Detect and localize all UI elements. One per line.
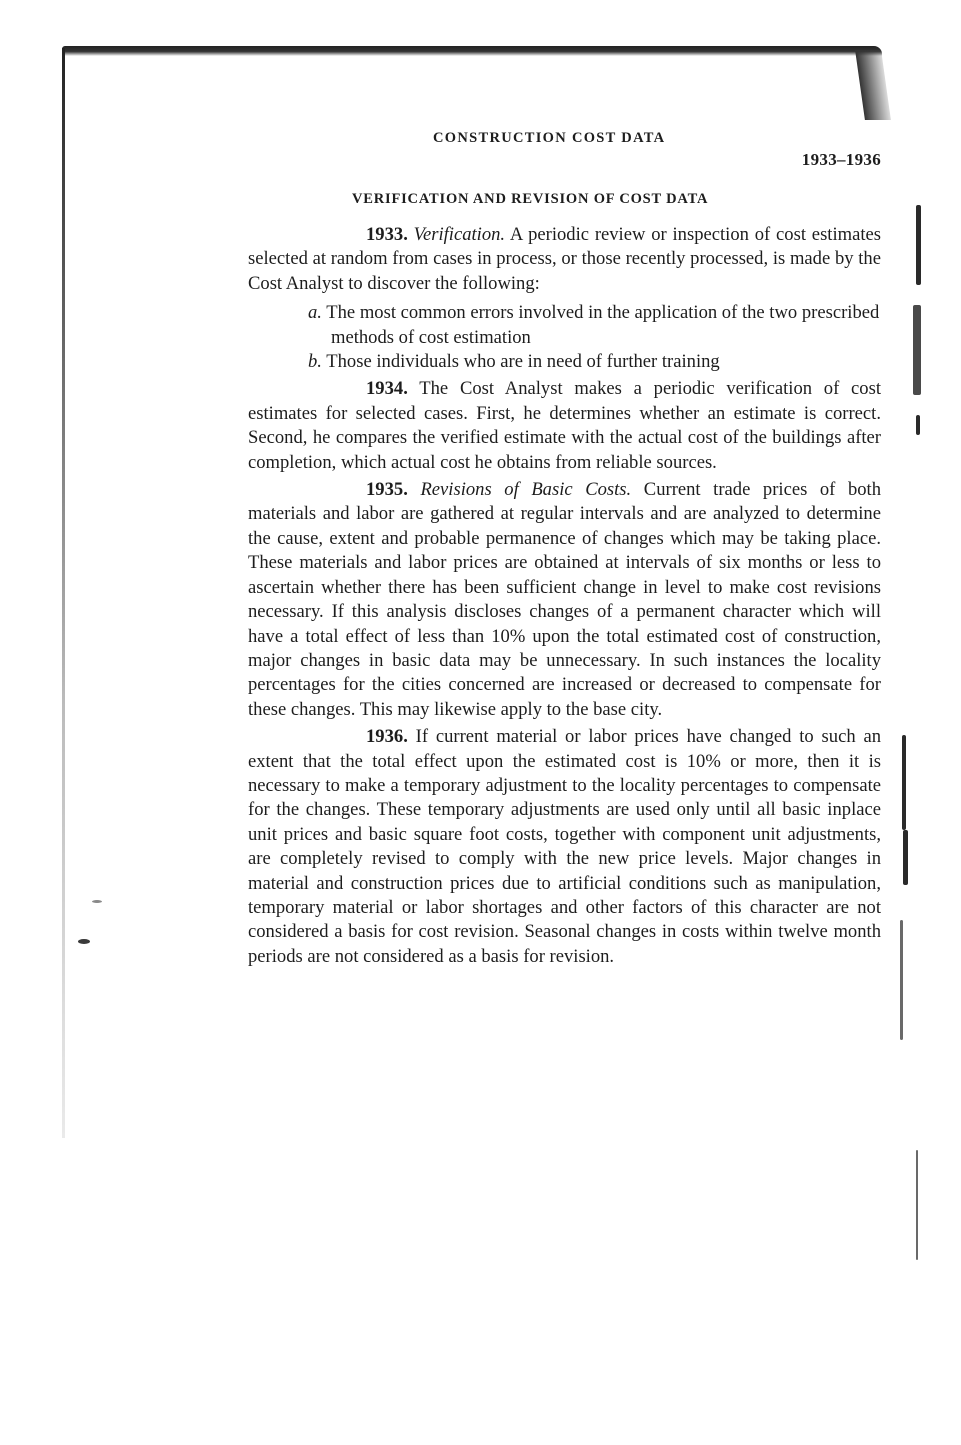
paragraph-text: The Cost Analyst makes a periodic verification of cost estimates for selected cases. First, he determines whether an estimate is correct. Second, he compares the verified estimate with the actual cost of the buildings after completion, which actual cost he obtains from reliable sources. (248, 378, 882, 473)
scan-margin-mark (902, 735, 906, 830)
scan-top-edge (62, 46, 882, 56)
list-item (248, 301, 881, 350)
scan-margin-mark (913, 305, 921, 395)
list-item-text: Those individuals who are in need of further training (326, 351, 720, 373)
scan-edge-shadow (855, 50, 891, 120)
paragraph-1936 (248, 725, 881, 969)
scan-margin-mark (903, 830, 908, 885)
scan-margin-mark (916, 415, 920, 435)
paragraph-number: 1933. (366, 224, 408, 245)
scan-margin-mark (916, 205, 921, 285)
page-range: 1933–1936 (801, 150, 881, 169)
paragraph-1935 (248, 478, 881, 722)
list-letter: a. (308, 302, 322, 324)
list (248, 301, 881, 374)
paragraph-1933 (248, 223, 881, 296)
section-title: VERIFICATION AND REVISION OF COST DATA (352, 191, 709, 207)
scan-margin-mark (916, 1150, 918, 1260)
paragraph-number: 1934. (366, 378, 408, 400)
paragraph-text: Current trade prices of both materials and labor are gathered at regular intervals and are analyzed to determine the cause, extent and probable permanence of changes which may be taking place. These materials and labor prices are obtained at intervals of six months or less to ascertain whether there has been sufficient change in level to make cost revisions necessary. If this analysis discloses changes of a permanent character which will have a total effect of less than 10% upon the total estimated cost of construction, major changes in basic data may be unnecessary. In such instances the locality percentages for the cities concerned are increased or decreased to compensate for these changes. This may likewise apply to the base city. (248, 479, 882, 720)
scan-speck (78, 939, 90, 944)
list-item (248, 350, 881, 374)
body-text (248, 223, 881, 969)
scan-margin-mark (900, 920, 903, 1040)
scan-left-edge (62, 48, 65, 1138)
paragraph-caption: Verification. (413, 224, 506, 245)
list-letter: b. (308, 351, 322, 373)
scan-speck (92, 900, 102, 903)
paragraph-1934 (248, 377, 881, 475)
running-head: CONSTRUCTION COST DATA (433, 130, 666, 146)
paragraph-number: 1936. (366, 726, 408, 748)
list-item-text: The most common errors involved in the application of the two prescribed methods of cost estimation (326, 302, 880, 348)
paragraph-text: If current material or labor prices have changed to such an extent that the total effect upon the estimated cost is 10% or more, then it is necessary to make a temporary adjustment to the locality percentages to compensate for the changes. These temporary adjustments are used only until all basic inplace unit prices and basic square foot costs, together with component unit adjustments, are completely revised to comply with the new price levels. Major changes in material and construction prices due to artificial conditions such as manipulation, temporary material or labor shortages and other factors of this character are not considered a basis for cost revision. Seasonal changes in costs within twelve month periods are not considered as a basis for revision. (248, 726, 881, 967)
paragraph-number: 1935. (366, 479, 408, 501)
paragraph-caption: Revisions of Basic Costs. (420, 479, 632, 501)
paragraph-text: A periodic review or inspection of cost estimates selected at random from cases in process, or those recently processed, is made by the Cost Analyst to discover the following: (248, 224, 882, 294)
